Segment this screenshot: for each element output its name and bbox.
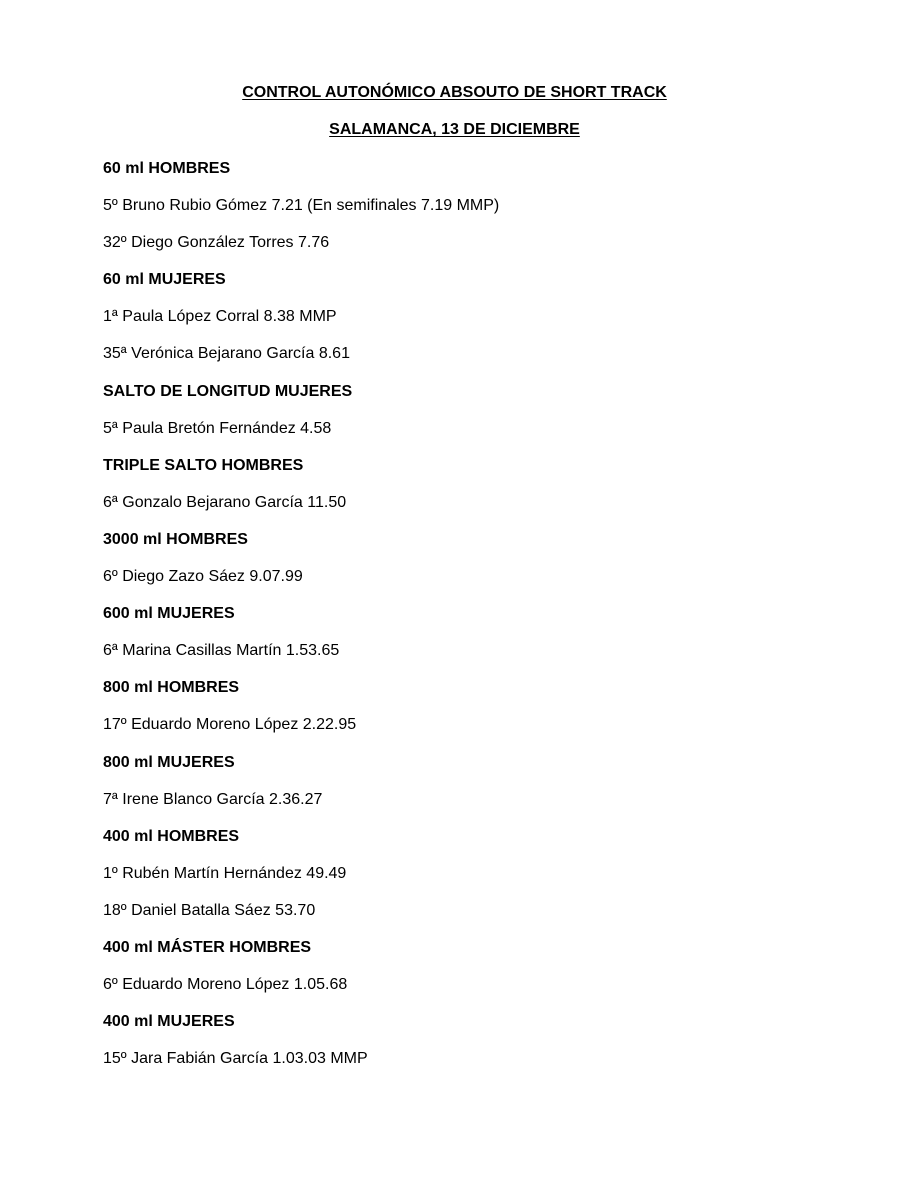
result-line: 1º Rubén Martín Hernández 49.49 (103, 864, 347, 882)
results-list (103, 158, 863, 1085)
event-heading: 60 ml HOMBRES (103, 160, 231, 177)
event-heading: 800 ml MUJERES (103, 753, 235, 771)
result-line: 5º Bruno Rubio Gómez 7.21 (En semifinales 7.19 MMP) (103, 197, 500, 215)
event-heading: 400 ml MUJERES (103, 1013, 235, 1031)
event-heading: 400 ml HOMBRES (103, 827, 240, 845)
result-line: 5ª Paula Bretón Fernández 4.58 (103, 419, 332, 437)
result-line: 32º Diego González Torres 7.76 (103, 234, 330, 252)
result-line: 6ª Marina Casillas Martín 1.53.65 (103, 642, 340, 660)
result-line: 18º Daniel Batalla Sáez 53.70 (103, 901, 316, 919)
result-line: 17º Eduardo Moreno López 2.22.95 (103, 716, 357, 734)
event-heading: 3000 ml HOMBRES (103, 530, 248, 548)
event-heading: 800 ml HOMBRES (103, 679, 240, 697)
result-line: 6ª Gonzalo Bejarano García 11.50 (103, 493, 347, 511)
event-heading: 600 ml MUJERES (103, 605, 235, 623)
event-heading: 60 ml MUJERES (103, 271, 226, 289)
event-heading: SALTO DE LONGITUD MUJERES (103, 382, 353, 400)
result-line: 15º Jara Fabián García 1.03.03 MMP (103, 1050, 368, 1068)
document-subtitle: SALAMANCA, 13 DE DICIEMBRE (329, 121, 580, 138)
result-line: 7ª Irene Blanco García 2.36.27 (103, 790, 323, 808)
result-line: 6º Diego Zazo Sáez 9.07.99 (103, 568, 303, 586)
result-line: 35ª Verónica Bejarano García 8.61 (103, 345, 350, 363)
event-heading: 400 ml MÁSTER HOMBRES (103, 938, 312, 956)
result-line: 1ª Paula López Corral 8.38 MMP (103, 308, 337, 326)
document-title: CONTROL AUTONÓMICO ABSOUTO DE SHORT TRACK (242, 84, 667, 101)
result-line: 6º Eduardo Moreno López 1.05.68 (103, 976, 348, 994)
event-heading: TRIPLE SALTO HOMBRES (103, 456, 304, 474)
